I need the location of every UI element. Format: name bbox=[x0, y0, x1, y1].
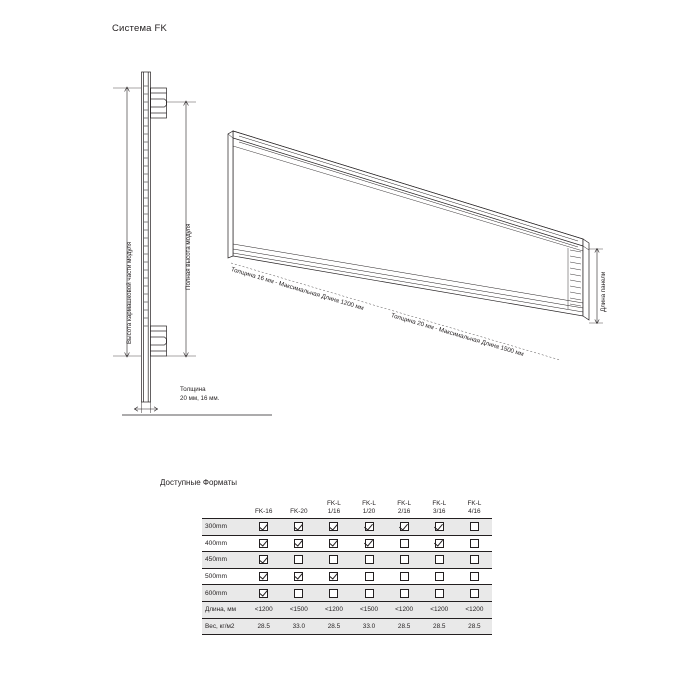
cell-checkbox[interactable] bbox=[387, 568, 422, 585]
column-header-3 bbox=[316, 494, 351, 519]
column-header-7 bbox=[457, 494, 492, 519]
cell-length: <1500 bbox=[351, 601, 386, 618]
row-label-weight: Вес, кг/м2 bbox=[202, 618, 246, 635]
checkbox-icon[interactable] bbox=[365, 555, 374, 564]
table-row bbox=[202, 519, 492, 536]
cell-length: <1200 bbox=[422, 601, 457, 618]
checkbox-icon[interactable] bbox=[259, 572, 268, 581]
row-label: 500mm bbox=[202, 568, 246, 585]
checkbox-icon[interactable] bbox=[294, 555, 303, 564]
cell-checkbox[interactable] bbox=[316, 568, 351, 585]
cell-checkbox[interactable] bbox=[281, 552, 316, 569]
column-header-5-line1: FK-L bbox=[397, 500, 412, 507]
column-header-4 bbox=[351, 494, 386, 519]
column-header-3-line1: FK-L bbox=[326, 500, 341, 507]
cell-checkbox[interactable] bbox=[422, 552, 457, 569]
column-header-6 bbox=[422, 494, 457, 519]
cell-checkbox[interactable] bbox=[246, 568, 281, 585]
cell-length: <1200 bbox=[246, 601, 281, 618]
cell-checkbox[interactable] bbox=[246, 519, 281, 536]
table-body bbox=[202, 519, 492, 635]
cell-checkbox[interactable] bbox=[281, 535, 316, 552]
label-panel-note-left: Толщина 16 мм - Максимальная Длина 1200 мм bbox=[230, 266, 365, 312]
cell-length: <1200 bbox=[457, 601, 492, 618]
column-header-6-line2: 3/16 bbox=[433, 508, 446, 515]
column-header-1-line2: FK-16 bbox=[254, 508, 273, 515]
cell-length: <1500 bbox=[281, 601, 316, 618]
cell-checkbox[interactable] bbox=[246, 552, 281, 569]
checkbox-icon[interactable] bbox=[259, 522, 268, 531]
column-header-7-line2: 4/16 bbox=[468, 508, 481, 515]
checkbox-icon[interactable] bbox=[435, 572, 444, 581]
cell-checkbox[interactable] bbox=[281, 568, 316, 585]
checkbox-icon[interactable] bbox=[365, 522, 374, 531]
column-header-6-line1: FK-L bbox=[432, 500, 447, 507]
formats-table-wrap bbox=[202, 494, 492, 635]
cell-checkbox[interactable] bbox=[351, 552, 386, 569]
checkbox-icon[interactable] bbox=[365, 539, 374, 548]
table-row-weight bbox=[202, 618, 492, 635]
checkbox-icon[interactable] bbox=[470, 572, 479, 581]
checkbox-icon[interactable] bbox=[259, 589, 268, 598]
checkbox-icon[interactable] bbox=[400, 522, 409, 531]
cell-checkbox[interactable] bbox=[246, 585, 281, 602]
checkbox-icon[interactable] bbox=[329, 572, 338, 581]
label-profile-height: Высота кармашковой части модуля bbox=[126, 241, 133, 344]
checkbox-icon[interactable] bbox=[470, 555, 479, 564]
checkbox-icon[interactable] bbox=[329, 589, 338, 598]
checkbox-icon[interactable] bbox=[400, 572, 409, 581]
cell-checkbox[interactable] bbox=[316, 552, 351, 569]
row-label-length: Длина, мм bbox=[202, 601, 246, 618]
column-header-4-line1: FK-L bbox=[362, 500, 376, 507]
cell-checkbox[interactable] bbox=[351, 585, 386, 602]
column-header-2 bbox=[281, 494, 316, 519]
column-header-3-line2: 1/16 bbox=[327, 508, 341, 515]
table-row bbox=[202, 552, 492, 569]
checkbox-icon[interactable] bbox=[294, 522, 303, 531]
table-row bbox=[202, 535, 492, 552]
checkbox-icon[interactable] bbox=[365, 572, 374, 581]
checkbox-icon[interactable] bbox=[294, 572, 303, 581]
row-label: 450mm bbox=[202, 552, 246, 569]
checkbox-icon[interactable] bbox=[435, 589, 444, 598]
cell-checkbox[interactable] bbox=[387, 552, 422, 569]
page-title: Система FK bbox=[112, 23, 168, 34]
column-header-2-line2: FK-20 bbox=[290, 508, 308, 515]
cell-weight: 33.0 bbox=[281, 618, 316, 635]
formats-title: Доступные Форматы bbox=[160, 478, 238, 487]
label-full-height: Полная высота модуля bbox=[185, 223, 192, 290]
checkbox-icon[interactable] bbox=[259, 555, 268, 564]
cell-weight: 33.0 bbox=[351, 618, 386, 635]
checkbox-icon[interactable] bbox=[400, 539, 409, 548]
row-label: 400mm bbox=[202, 535, 246, 552]
column-header-1 bbox=[246, 494, 281, 519]
cell-checkbox[interactable] bbox=[457, 519, 492, 536]
cell-checkbox[interactable] bbox=[316, 519, 351, 536]
checkbox-icon[interactable] bbox=[329, 539, 338, 548]
checkbox-icon[interactable] bbox=[294, 589, 303, 598]
cell-length: <1200 bbox=[387, 601, 422, 618]
label-panel-length: Длина панели bbox=[600, 271, 607, 312]
cell-checkbox[interactable] bbox=[351, 568, 386, 585]
cell-checkbox[interactable] bbox=[281, 585, 316, 602]
cell-checkbox[interactable] bbox=[387, 535, 422, 552]
cell-weight: 28.5 bbox=[422, 618, 457, 635]
cell-weight: 28.5 bbox=[316, 618, 351, 635]
table-row bbox=[202, 585, 492, 602]
checkbox-icon[interactable] bbox=[294, 539, 303, 548]
checkbox-icon[interactable] bbox=[400, 589, 409, 598]
cell-checkbox[interactable] bbox=[387, 519, 422, 536]
row-label: 600mm bbox=[202, 585, 246, 602]
checkbox-icon[interactable] bbox=[470, 589, 479, 598]
cell-checkbox[interactable] bbox=[457, 585, 492, 602]
row-label: 300mm bbox=[202, 519, 246, 536]
cell-checkbox[interactable] bbox=[281, 519, 316, 536]
checkbox-icon[interactable] bbox=[365, 589, 374, 598]
cell-weight: 28.5 bbox=[246, 618, 281, 635]
label-thickness-line1: Толщина bbox=[180, 386, 206, 393]
column-header-7-line1: FK-L bbox=[467, 500, 482, 507]
cell-checkbox[interactable] bbox=[422, 519, 457, 536]
checkbox-icon[interactable] bbox=[470, 522, 479, 531]
cell-weight: 28.5 bbox=[457, 618, 492, 635]
table-row-length bbox=[202, 601, 492, 618]
checkbox-icon[interactable] bbox=[329, 555, 338, 564]
column-header-5-line2: 2/16 bbox=[397, 508, 411, 515]
label-thickness bbox=[180, 386, 219, 404]
checkbox-icon[interactable] bbox=[259, 539, 268, 548]
checkbox-icon[interactable] bbox=[329, 522, 338, 531]
cell-checkbox[interactable] bbox=[422, 585, 457, 602]
checkbox-icon[interactable] bbox=[400, 555, 409, 564]
cell-checkbox[interactable] bbox=[246, 535, 281, 552]
checkbox-icon[interactable] bbox=[435, 522, 444, 531]
cell-checkbox[interactable] bbox=[457, 535, 492, 552]
checkbox-icon[interactable] bbox=[470, 539, 479, 548]
table-row bbox=[202, 568, 492, 585]
column-header-5 bbox=[387, 494, 422, 519]
cell-weight: 28.5 bbox=[387, 618, 422, 635]
cell-checkbox[interactable] bbox=[387, 585, 422, 602]
table-header-row bbox=[202, 494, 492, 519]
cell-checkbox[interactable] bbox=[351, 535, 386, 552]
cell-checkbox[interactable] bbox=[422, 568, 457, 585]
cell-length: <1200 bbox=[316, 601, 351, 618]
checkbox-icon[interactable] bbox=[435, 555, 444, 564]
cell-checkbox[interactable] bbox=[422, 535, 457, 552]
label-panel-note-right: Толщина 20 мм - Максимальная Длина 1500 мм bbox=[390, 312, 525, 358]
formats-table bbox=[202, 494, 492, 635]
label-thickness-line2: 20 мм, 16 мм. bbox=[180, 394, 220, 402]
cell-checkbox[interactable] bbox=[316, 535, 351, 552]
cell-checkbox[interactable] bbox=[457, 552, 492, 569]
cell-checkbox[interactable] bbox=[351, 519, 386, 536]
column-header-0 bbox=[202, 494, 246, 519]
column-header-4-line2: 1/20 bbox=[362, 508, 376, 515]
cell-checkbox[interactable] bbox=[316, 585, 351, 602]
cell-checkbox[interactable] bbox=[457, 568, 492, 585]
checkbox-icon[interactable] bbox=[435, 539, 444, 548]
